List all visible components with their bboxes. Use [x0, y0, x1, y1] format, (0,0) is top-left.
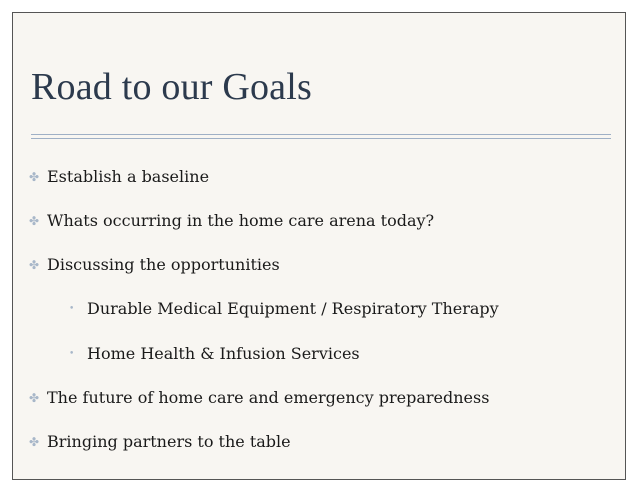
sub-bullet-icon: •: [69, 349, 75, 359]
bullet-list: [13, 13, 625, 479]
slide: [12, 12, 626, 480]
bullet-icon: ✤: [29, 391, 40, 405]
bullet-text: The future of home care and emergency preparedness: [47, 388, 490, 407]
slide-title: Road to our Goals: [31, 66, 312, 108]
bullet-icon: ✤: [29, 435, 40, 449]
bullet-icon: ✤: [29, 214, 40, 228]
sub-bullet-icon: •: [69, 304, 75, 314]
bullet-icon: ✤: [29, 258, 40, 272]
sub-bullet-text: Home Health & Infusion Services: [87, 344, 360, 363]
bullet-text: Discussing the opportunities: [47, 255, 280, 274]
bullet-text: Bringing partners to the table: [47, 432, 291, 451]
sub-bullet-text: Durable Medical Equipment / Respiratory Therapy: [87, 299, 499, 318]
bullet-text: Whats occurring in the home care arena today?: [47, 211, 435, 230]
bullet-icon: ✤: [29, 170, 40, 184]
bullet-text: Establish a baseline: [47, 167, 210, 186]
